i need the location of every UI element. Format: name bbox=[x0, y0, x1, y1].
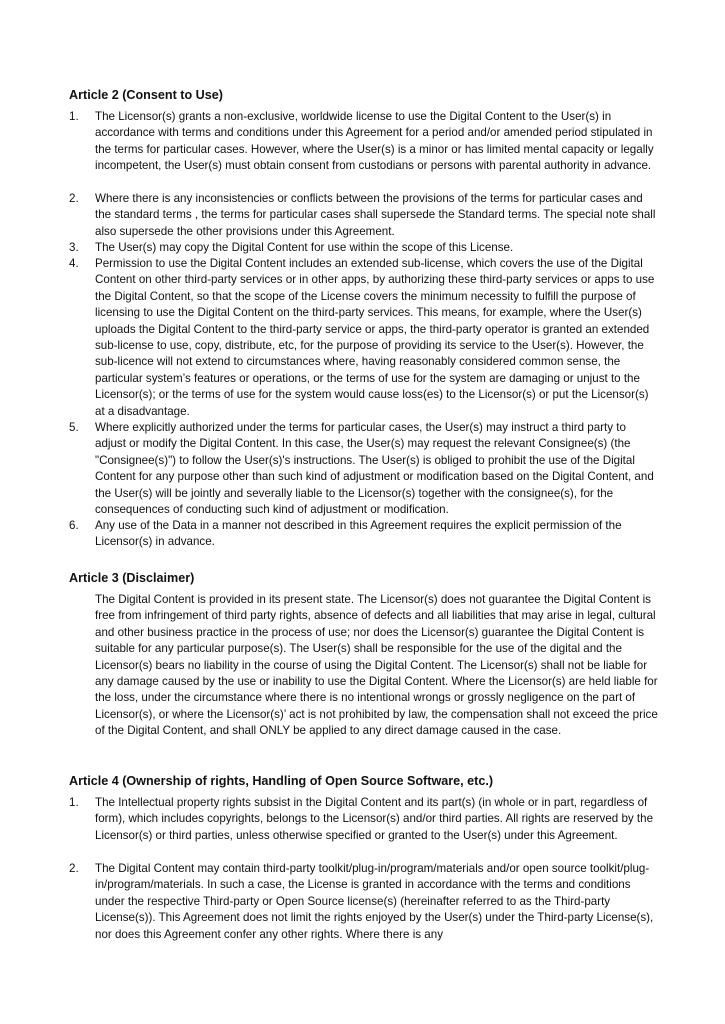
article-4-heading: Article 4 (Ownership of rights, Handling of Open Source Software, etc.) bbox=[69, 774, 494, 788]
list-item-text: The Intellectual property rights subsist in the Digital Content and its part(s) (in whole or in part, regardless of form), which includes copyrights, belongs to the Licensor(s) and/or third parties. All rights are reserved by the Licensor(s) or third parties, unless otherwise specified or granted to the User(s) under this Agreement. bbox=[95, 796, 654, 842]
article-2-item-6 bbox=[69, 518, 659, 551]
list-number: 1. bbox=[69, 110, 79, 123]
list-number: 2. bbox=[69, 192, 79, 205]
list-item-text: The Digital Content may contain third-party toolkit/plug-in/program/materials and/or open source toolkit/plug-in/program/materials. In such a case, the License is granted in accordance with the terms and conditions under the respective Third-party or Open Source license(s) (hereinafter referred to as the Third-party License(s)). This Agreement does not limit the rights enjoyed by the User(s) under the Third-party License(s), nor does this Agreement confer any other rights. Where there is any bbox=[95, 862, 654, 941]
article-2-item-1 bbox=[69, 109, 659, 175]
article-2-item-2 bbox=[69, 191, 659, 240]
article-4-item-1 bbox=[69, 795, 659, 844]
list-item-text: Any use of the Data in a manner not described in this Agreement requires the explicit permission of the Licensor(s) in advance. bbox=[95, 519, 622, 549]
list-number: 2. bbox=[69, 862, 79, 875]
list-item-text: Permission to use the Digital Content includes an extended sub-license, which covers the use of the Digital Content on other third-party services or in other apps, by authorizing these third-party services or apps to use the Digital Content, so that the scope of the License covers the minimum necessity to fulfill the purpose of licensing to use the Digital Content on the third-party services. This means, for example, where the User(s) uploads the Digital Content to the third-party service or apps, the third-party operator is granted an extended sub-license to use, copy, distribute, etc, for the purpose of providing its service to the User(s). However, the sub-licence will not extend to circumstances where, having reasonably considered common sense, the particular system’s features or operations, or the terms of use for the system are damaging or unjust to the Licensor(s); or the terms of use for the system would cause loss(es) to the Licensor(s) or put the Licensor(s) at a disadvantage. bbox=[95, 257, 655, 418]
article-2-heading: Article 2 (Consent to Use) bbox=[69, 88, 223, 102]
article-2-item-5 bbox=[69, 420, 659, 518]
article-2-item-4 bbox=[69, 256, 659, 420]
list-number: 5. bbox=[69, 421, 79, 434]
list-item-text: Where there is any inconsistencies or conflicts between the provisions of the terms for particular cases and the standard terms , the terms for particular cases shall supersede the Standard terms. The special note shall also supersede the other provisions under this Agreement. bbox=[95, 192, 656, 238]
list-number: 6. bbox=[69, 519, 79, 532]
article-3-heading: Article 3 (Disclaimer) bbox=[69, 571, 195, 585]
article-3-paragraph: The Digital Content is provided in its present state. The Licensor(s) does not guarantee the Digital Content is free from infringement of third party rights, absence of defects and all liabilities that may arise in legal, cultural and other business practice in the process of use; nor does the Licensor(s) guarantee the Digital Content is suitable for any particular purpose(s). The User(s) shall be responsible for the use of the digital and the Licensor(s) bears no liability in the course of using the Digital Content. The Licensor(s) shall not be liable for any damage caused by the use or inability to use the Digital Content. Where the Licensor(s) are held liable for the loss, under the circumstance where there is no intentional wrongs or grossly negligence on the part of Licensor(s), or where the Licensor(s)’ act is not prohibited by law, the compensation shall not exceed the price of the Digital Content, and shall ONLY be applied to any direct damage caused in the case. bbox=[95, 593, 658, 738]
article-2-item-3 bbox=[69, 240, 659, 256]
list-number: 3. bbox=[69, 241, 79, 254]
list-number: 1. bbox=[69, 796, 79, 809]
article-4-item-2 bbox=[69, 861, 659, 943]
list-item-text: The Licensor(s) grants a non-exclusive, worldwide license to use the Digital Content to the User(s) in accordance with terms and conditions under this Agreement for a period and/or amended period stipulated in the terms for particular cases. However, where the User(s) is a minor or has limited mental capacity or legally incompetent, the User(s) must obtain consent from custodians or persons with parental authority in advance. bbox=[95, 110, 654, 173]
list-item-text: Where explicitly authorized under the terms for particular cases, the User(s) may instruct a third party to adjust or modify the Digital Content. In this case, the User(s) may request the relevant Consignee(s) (the "Consignee(s)") to follow the User(s)'s instructions. The User(s) is obliged to prohibit the use of the Digital Content for any purpose other than such kind of adjustment or modification based on the Digital Content, and the User(s) will be jointly and severally liable to the Licensor(s) together with the consignee(s), for the consequences of conducting such kind of adjustment or modification. bbox=[95, 421, 654, 517]
list-number: 4. bbox=[69, 257, 79, 270]
list-item-text: The User(s) may copy the Digital Content for use within the scope of this License. bbox=[95, 241, 514, 254]
